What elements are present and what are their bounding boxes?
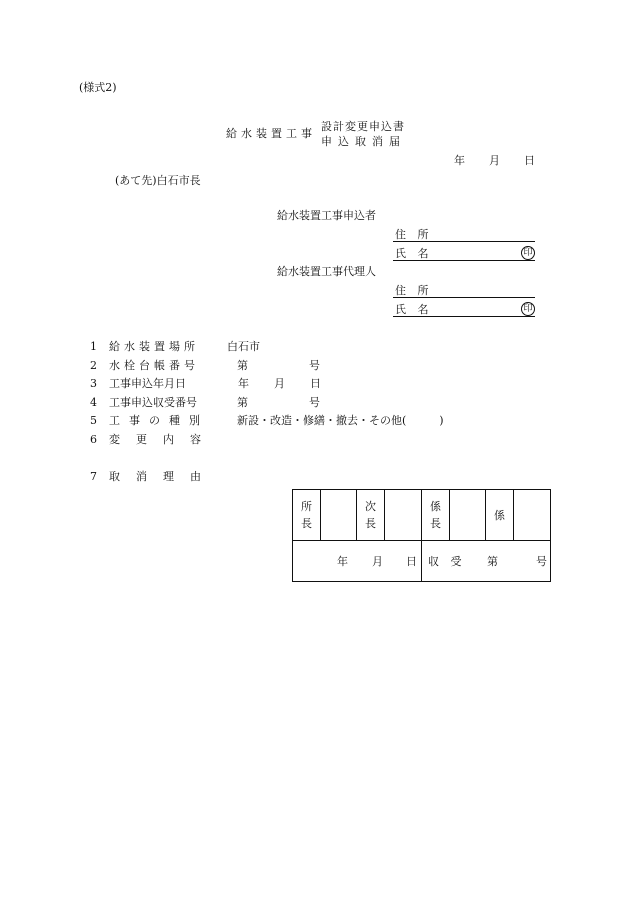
stamp-date-cell [293, 541, 422, 582]
agent-address-line [393, 297, 535, 298]
applicant-name-label: 氏 名 [395, 247, 433, 260]
date-day: 日 [524, 154, 535, 167]
item-5-num: 5 [90, 414, 97, 427]
stamp-cell-shocho [321, 490, 357, 541]
item-3-year: 年 [238, 377, 249, 390]
item-4-go: 号 [309, 396, 320, 409]
date-month: 月 [489, 154, 500, 167]
item-3-day: 日 [310, 377, 321, 390]
item-6-label: 変更内容 [109, 433, 217, 446]
stamp-label-kakari: 係 [486, 490, 514, 541]
applicant-name-line [393, 260, 535, 261]
applicant-address-line [393, 241, 535, 242]
item-2-label: 水栓台帳番号 [109, 359, 199, 372]
item-3-month: 月 [274, 377, 285, 390]
item-6-num: 6 [90, 433, 97, 446]
applicant-heading: 給水装置工事申込者 [277, 209, 376, 222]
item-2-num: 2 [90, 359, 97, 372]
stamp-date-month: 月 [372, 555, 383, 568]
item-4-num: 4 [90, 396, 97, 409]
item-2-dai: 第 [237, 359, 248, 372]
addressee: (あて先)白石市長 [115, 174, 201, 187]
stamp-receipt-cell [422, 541, 551, 582]
stamp-receipt-go: 号 [536, 555, 547, 568]
stamp-label-shocho-c2: 長 [301, 517, 312, 530]
item-3-num: 3 [90, 377, 97, 390]
stamp-label-jicho-c2: 長 [365, 517, 376, 530]
stamp-date-year: 年 [337, 555, 348, 568]
stamp-label-kakaricho [422, 490, 450, 541]
item-1-label: 給水装置場所 [109, 340, 199, 353]
applicant-seal-icon: 印 [521, 246, 535, 260]
stamp-label-jicho-c1: 次 [365, 500, 376, 513]
stamp-label-kakaricho-c2: 長 [430, 517, 441, 530]
item-1-num: 1 [90, 340, 97, 353]
applicant-address-label: 住 所 [395, 228, 433, 241]
stamp-cell-kakaricho [450, 490, 486, 541]
item-5-label: 工事の種別 [109, 414, 209, 427]
title-prefix: 給水装置工事 [226, 127, 316, 140]
item-7-num: 7 [90, 470, 97, 483]
stamp-cell-kakari [514, 490, 551, 541]
agent-address-label: 住 所 [395, 284, 433, 297]
stamp-date-day: 日 [406, 555, 417, 568]
item-1-value: 白石市 [227, 340, 260, 353]
item-2-go: 号 [309, 359, 320, 372]
form-id: (様式2) [79, 81, 117, 94]
title-line1: 設計変更申込書 [321, 120, 405, 133]
item-5-value: 新設・改造・修繕・撤去・その他( ) [237, 414, 444, 427]
agent-heading: 給水装置工事代理人 [277, 265, 376, 278]
agent-name-line [393, 316, 535, 317]
stamp-cell-jicho [385, 490, 422, 541]
agent-name-label: 氏 名 [395, 303, 433, 316]
item-4-dai: 第 [237, 396, 248, 409]
item-7-label: 取消理由 [109, 470, 217, 483]
stamp-label-kakaricho-c1: 係 [430, 500, 441, 513]
date-year: 年 [454, 154, 465, 167]
stamp-receipt-label: 収 受 [428, 555, 466, 568]
stamp-label-jicho [357, 490, 385, 541]
item-4-label: 工事申込収受番号 [109, 396, 197, 409]
agent-seal-icon: 印 [521, 302, 535, 316]
stamp-receipt-dai: 第 [487, 555, 498, 568]
stamp-label-shocho [293, 490, 321, 541]
title-line2: 申込取消届 [321, 135, 406, 148]
item-3-label: 工事申込年月日 [109, 377, 186, 390]
approval-stamp-table [292, 489, 551, 582]
stamp-label-shocho-c1: 所 [301, 500, 312, 513]
